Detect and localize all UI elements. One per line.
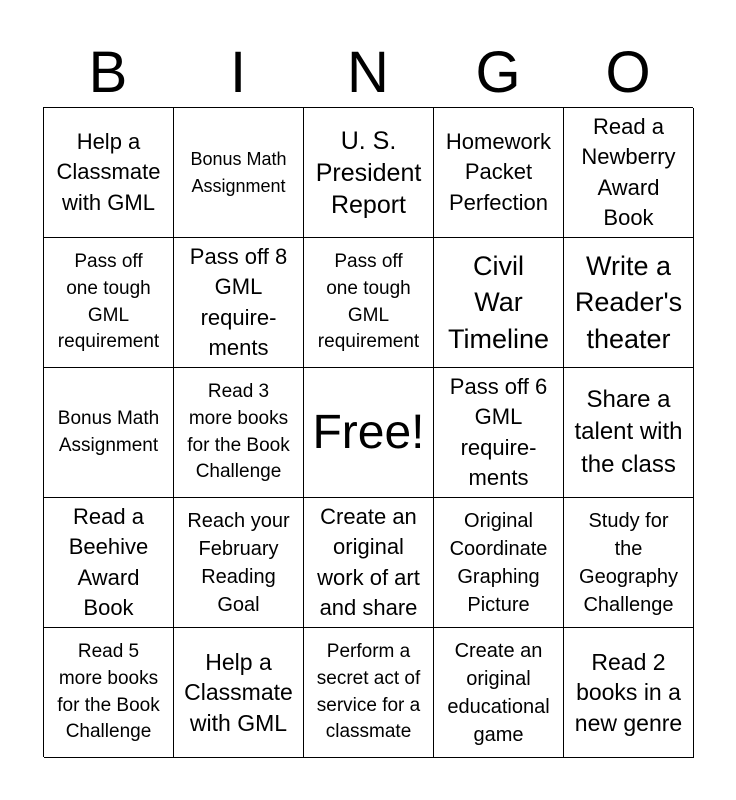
bingo-cell[interactable]: Bonus Math Assignment [44, 368, 174, 498]
header-letter-g: G [475, 40, 521, 105]
bingo-cell[interactable]: Civil War Timeline [434, 238, 564, 368]
bingo-cell[interactable]: Read 2 books in a new genre [564, 628, 694, 758]
bingo-cell[interactable]: Help a Classmate with GML [174, 628, 304, 758]
bingo-cell[interactable]: Study for the Geography Challenge [564, 498, 694, 628]
bingo-cell[interactable]: Share a talent with the class [564, 368, 694, 498]
bingo-cell[interactable]: Bonus Math Assignment [174, 108, 304, 238]
bingo-cell[interactable]: Pass off one tough GML requirement [44, 238, 174, 368]
bingo-cell[interactable]: Help a Classmate with GML [44, 108, 174, 238]
bingo-cell[interactable]: Perform a secret act of service for a classmate [304, 628, 434, 758]
bingo-cell[interactable]: Read a Newberry Award Book [564, 108, 694, 238]
bingo-cell[interactable]: U. S. President Report [304, 108, 434, 238]
bingo-cell[interactable]: Reach your February Reading Goal [174, 498, 304, 628]
bingo-header [43, 38, 693, 108]
bingo-cell[interactable]: Pass off 6 GML require- ments [434, 368, 564, 498]
bingo-cell[interactable]: Homework Packet Perfection [434, 108, 564, 238]
bingo-cell[interactable]: Create an original educational game [434, 628, 564, 758]
bingo-cell[interactable]: Write a Reader's theater [564, 238, 694, 368]
header-letter-n: N [347, 40, 389, 105]
header-letter-o: O [605, 40, 651, 105]
bingo-cell[interactable]: Original Coordinate Graphing Picture [434, 498, 564, 628]
bingo-cell[interactable]: Read 5 more books for the Book Challenge [44, 628, 174, 758]
header-letter-i: I [229, 40, 247, 105]
bingo-cell[interactable]: Read 3 more books for the Book Challenge [174, 368, 304, 498]
bingo-board [43, 107, 693, 757]
free-space-cell[interactable]: Free! [304, 368, 434, 498]
bingo-cell[interactable]: Read a Beehive Award Book [44, 498, 174, 628]
bingo-cell[interactable]: Pass off 8 GML require- ments [174, 238, 304, 368]
bingo-cell[interactable]: Create an original work of art and share [304, 498, 434, 628]
bingo-cell[interactable]: Pass off one tough GML requirement [304, 238, 434, 368]
header-letter-b: B [88, 40, 128, 105]
